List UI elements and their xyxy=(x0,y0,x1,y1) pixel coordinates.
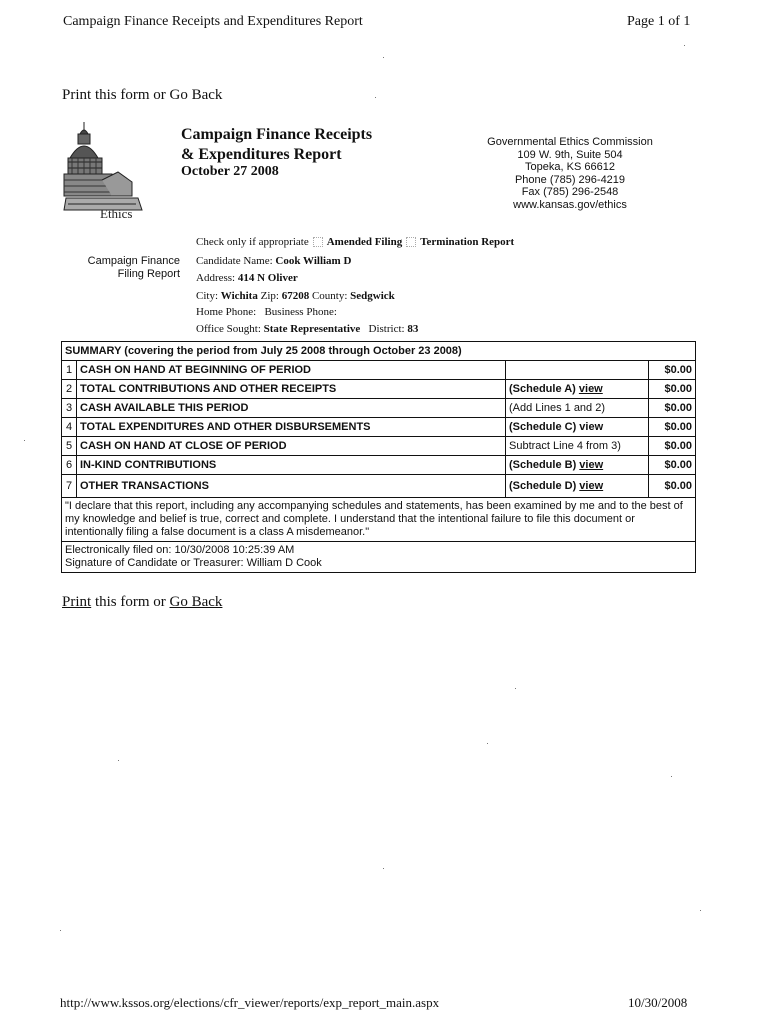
report-title-line-1: Campaign Finance Receipts xyxy=(181,126,373,143)
declaration-row xyxy=(62,498,696,542)
business-phone-label: Business Phone: xyxy=(264,306,337,318)
print-link-separator: this form or xyxy=(91,87,170,103)
scan-speck xyxy=(24,440,25,441)
summary-table xyxy=(61,341,696,573)
candidate-name-row xyxy=(196,255,351,267)
schedule-d-view-link[interactable]: view xyxy=(579,480,604,492)
schedule-text: (Schedule B) xyxy=(509,459,580,471)
schedule-b-view-link[interactable]: view xyxy=(579,459,604,471)
commission-street: 109 W. 9th, Suite 504 xyxy=(517,148,623,161)
table-row xyxy=(62,456,696,475)
row-amount: $0.00 xyxy=(649,361,696,380)
filing-label-line-1: Campaign Finance xyxy=(87,255,180,267)
office-sought-label: Office Sought: xyxy=(196,323,261,335)
go-back-link[interactable]: Go Back xyxy=(169,87,223,103)
schedule-text: Subtract Line 4 from 3) xyxy=(509,440,621,452)
schedule-text: (Schedule A) xyxy=(509,383,579,395)
report-date: October 27 2008 xyxy=(181,164,279,179)
table-row xyxy=(62,418,696,437)
schedule-a-view-link[interactable]: view xyxy=(578,383,603,395)
page-header-title: Campaign Finance Receipts and Expenditures Report xyxy=(63,14,363,29)
city-value: Wichita xyxy=(220,290,258,302)
scan-speck xyxy=(60,930,61,931)
district-value: 83 xyxy=(407,323,419,335)
scan-speck xyxy=(700,910,701,911)
scan-speck xyxy=(487,743,488,744)
candidate-name-label: Candidate Name: xyxy=(196,255,273,267)
row-amount: $0.00 xyxy=(649,399,696,418)
go-back-link[interactable]: Go Back xyxy=(169,594,223,610)
row-number: 7 xyxy=(62,475,77,498)
zip-value: 67208 xyxy=(281,290,310,302)
county-value: Sedgwick xyxy=(350,290,395,302)
termination-report-label: Termination Report xyxy=(420,236,515,248)
table-row xyxy=(62,399,696,418)
signature-line: Signature of Candidate or Treasurer: William D Cook xyxy=(65,557,322,569)
row-schedule xyxy=(506,418,649,437)
address-value: 414 N Oliver xyxy=(237,272,298,284)
row-number: 1 xyxy=(62,361,77,380)
commission-fax: Fax (785) 296-2548 xyxy=(521,186,619,198)
scan-speck xyxy=(118,760,119,761)
filing-report-label xyxy=(70,255,180,281)
zip-label: Zip: xyxy=(260,290,279,302)
declaration-text: "I declare that this report, including any accompanying schedules and statements, has been examined by me and to the best of my knowledge and belief is true, correct and complete. I understand that the intentional failure to file this document or intentionally filing a false document is a class A misdemeanor." xyxy=(62,498,696,542)
row-amount: $0.00 xyxy=(649,437,696,456)
schedule-text: (Add Lines 1 and 2) xyxy=(509,402,606,414)
row-label: TOTAL EXPENDITURES AND OTHER DISBURSEMENTS xyxy=(77,418,506,437)
address-label: Address: xyxy=(196,272,236,284)
row-number: 2 xyxy=(62,380,77,399)
report-title-line-2: & Expenditures Report xyxy=(181,146,342,163)
office-sought-value: State Representative xyxy=(263,323,361,335)
print-link[interactable]: Print xyxy=(62,87,92,103)
candidate-name-value: Cook William D xyxy=(275,255,352,267)
row-label: OTHER TRANSACTIONS xyxy=(77,475,506,498)
schedule-text: (Schedule C) xyxy=(509,421,580,433)
row-number: 5 xyxy=(62,437,77,456)
scan-speck xyxy=(684,45,685,46)
scan-speck xyxy=(375,97,376,98)
check-instructions: Check only if appropriate xyxy=(196,236,309,248)
page-number: Page 1 of 1 xyxy=(627,14,691,29)
scan-speck xyxy=(515,688,516,689)
footer-date: 10/30/2008 xyxy=(628,995,688,1010)
row-label: CASH ON HAND AT CLOSE OF PERIOD xyxy=(77,437,506,456)
commission-phone: Phone (785) 296-4219 xyxy=(514,173,626,186)
row-schedule xyxy=(506,456,649,475)
table-row xyxy=(62,437,696,456)
schedule-text: (Schedule D) xyxy=(509,480,580,492)
schedule-c-view-link[interactable]: view xyxy=(579,421,604,433)
amended-filing-checkbox[interactable] xyxy=(313,237,323,247)
row-number: 3 xyxy=(62,399,77,418)
commission-website: www.kansas.gov/ethics xyxy=(513,198,627,211)
row-schedule xyxy=(506,380,649,399)
commission-city: Topeka, KS 66612 xyxy=(525,161,615,173)
city-label: City: xyxy=(196,290,219,302)
row-number: 4 xyxy=(62,418,77,437)
filing-type-row xyxy=(196,236,514,248)
print-link[interactable]: Print xyxy=(62,594,92,610)
row-amount: $0.00 xyxy=(649,380,696,399)
row-label: TOTAL CONTRIBUTIONS AND OTHER RECEIPTS xyxy=(77,380,506,399)
row-number: 6 xyxy=(62,456,77,475)
row-amount: $0.00 xyxy=(649,456,696,475)
home-phone-label: Home Phone: xyxy=(196,306,257,318)
footer-url: http://www.kssos.org/elections/cfr_viewer/reports/exp_report_main.aspx xyxy=(60,995,440,1010)
row-amount: $0.00 xyxy=(649,418,696,437)
row-label: CASH ON HAND AT BEGINNING OF PERIOD xyxy=(77,361,506,380)
summary-heading-row xyxy=(62,342,696,361)
table-row xyxy=(62,475,696,498)
filed-timestamp: Electronically filed on: 10/30/2008 10:25:39 AM xyxy=(65,544,295,556)
commission-address-block xyxy=(470,136,670,211)
print-navigation-top xyxy=(62,87,222,104)
row-schedule xyxy=(506,361,649,380)
row-label: IN-KIND CONTRIBUTIONS xyxy=(77,456,506,475)
termination-report-checkbox[interactable] xyxy=(406,237,416,247)
row-schedule xyxy=(506,437,649,456)
logo-ethics-text: Ethics xyxy=(100,206,133,221)
print-link-separator: this form or xyxy=(91,594,170,610)
signature-row xyxy=(62,542,696,573)
print-navigation-bottom xyxy=(62,594,222,611)
office-row xyxy=(196,323,418,335)
capitol-building-ethics-logo xyxy=(62,120,152,222)
phone-row xyxy=(196,306,337,318)
row-label: CASH AVAILABLE THIS PERIOD xyxy=(77,399,506,418)
row-amount: $0.00 xyxy=(649,475,696,498)
table-row xyxy=(62,361,696,380)
commission-name: Governmental Ethics Commission xyxy=(487,136,653,148)
district-label: District: xyxy=(368,323,405,335)
report-title xyxy=(181,125,372,165)
row-schedule xyxy=(506,475,649,498)
row-schedule xyxy=(506,399,649,418)
address-row xyxy=(196,272,298,284)
scan-speck xyxy=(383,57,384,58)
county-label: County: xyxy=(311,290,348,302)
city-row xyxy=(196,290,395,302)
summary-heading: SUMMARY (covering the period from July 25 2008 through October 23 2008) xyxy=(62,342,696,361)
table-row xyxy=(62,380,696,399)
scan-speck xyxy=(383,868,384,869)
amended-filing-label: Amended Filing xyxy=(326,236,403,248)
scan-speck xyxy=(671,776,672,777)
signature-block xyxy=(62,542,696,573)
filing-label-line-2: Filing Report xyxy=(117,268,180,280)
